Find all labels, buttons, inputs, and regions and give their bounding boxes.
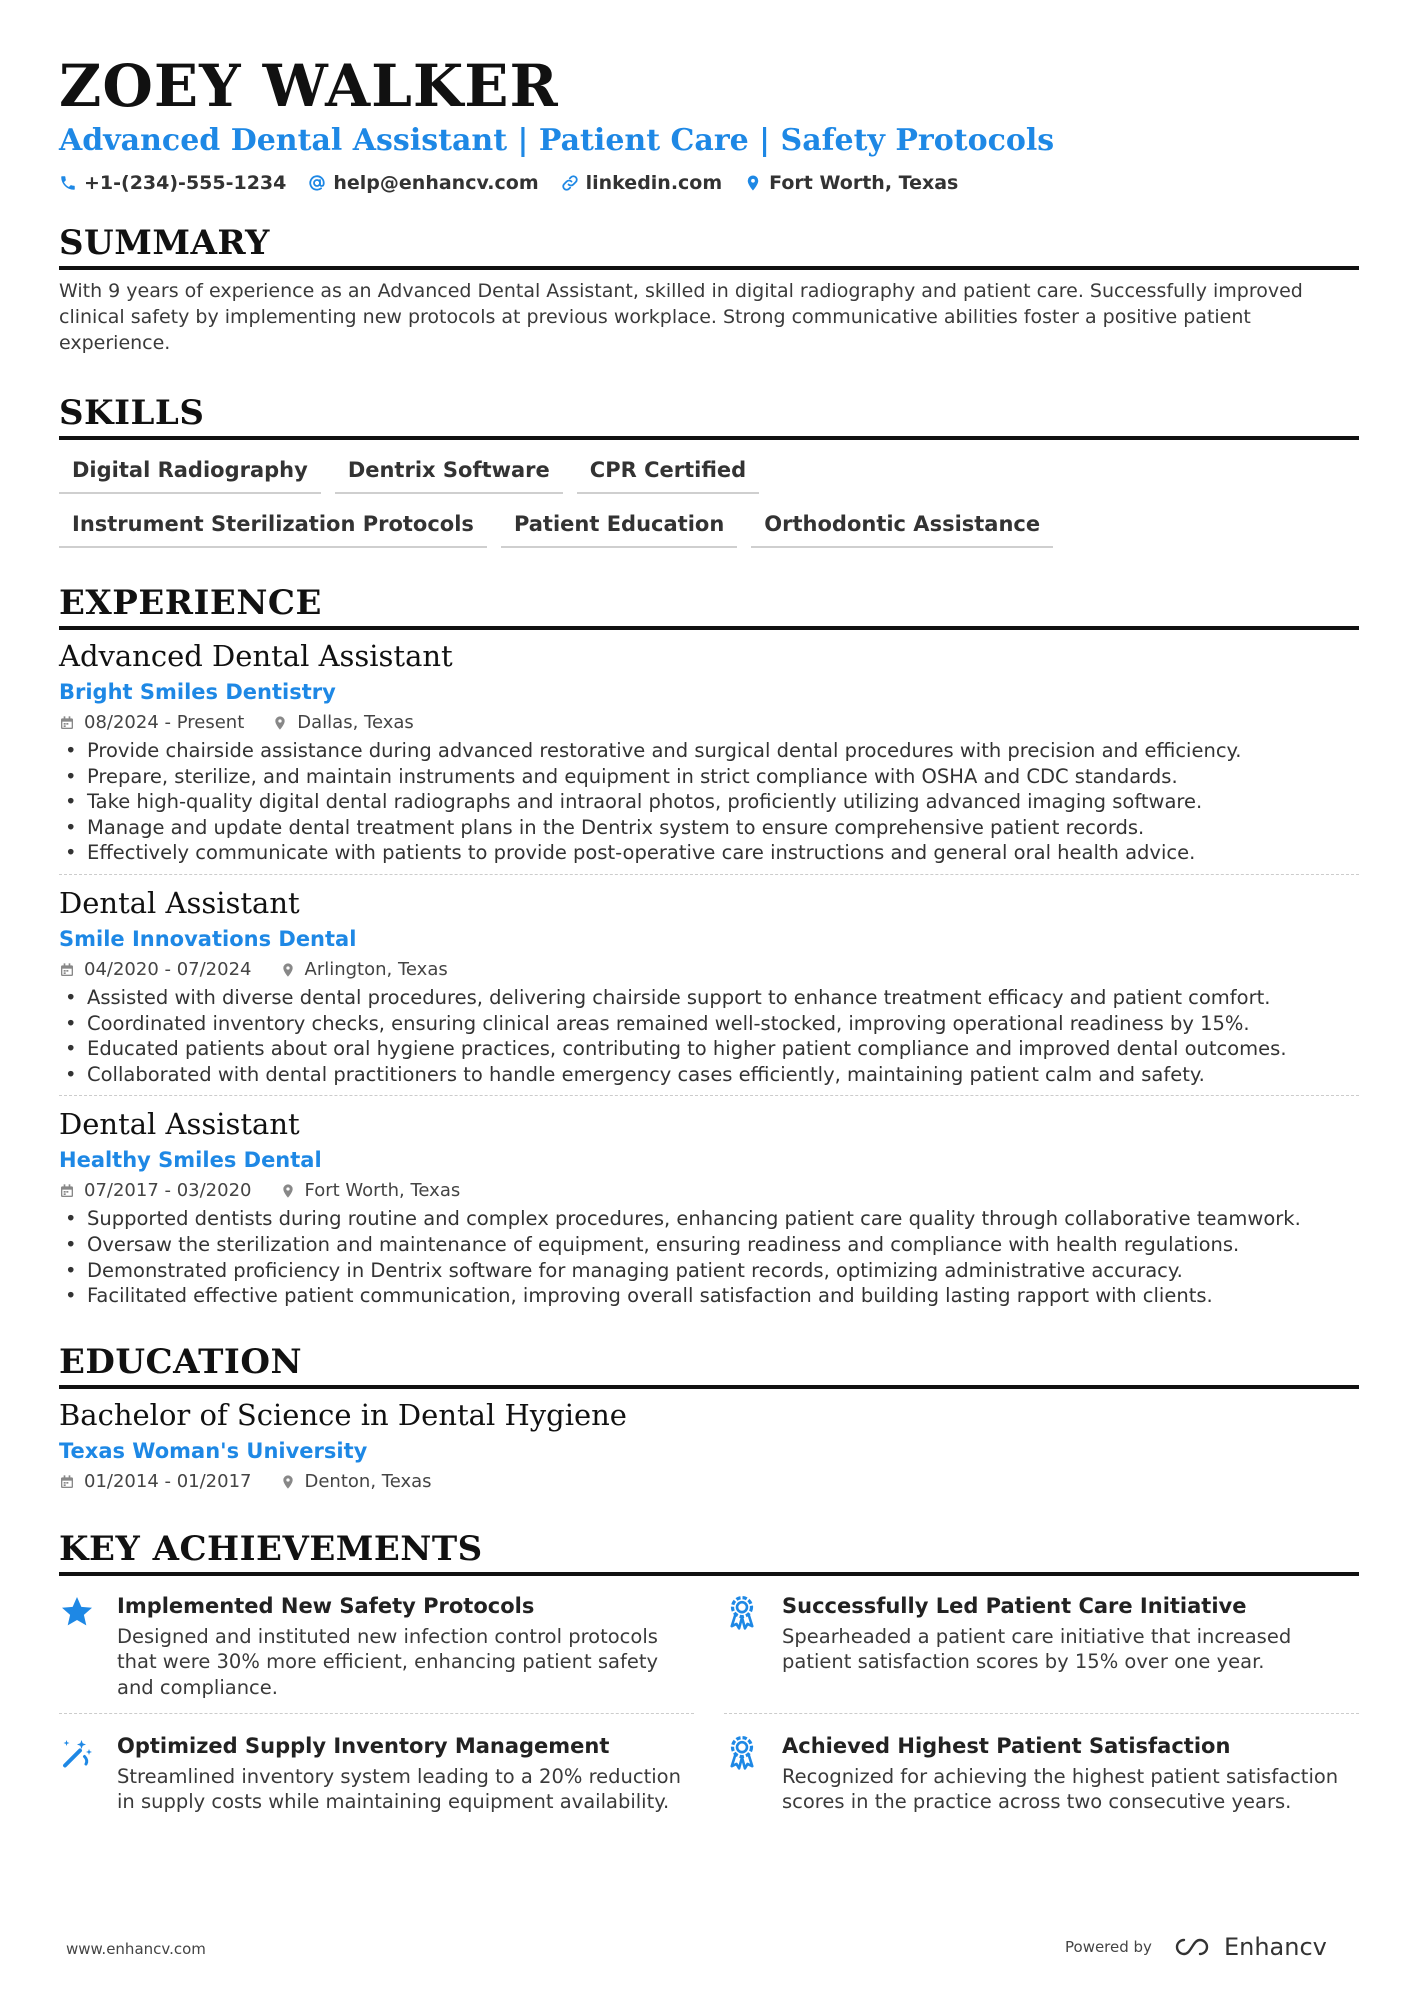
contact-phone-text: +1-(234)-555-1234: [84, 172, 287, 194]
job-meta: [59, 958, 1359, 982]
job-dates-text: 08/2024 - Present: [84, 712, 245, 733]
job-role: Dental Assistant: [59, 1107, 300, 1142]
experience-section: [59, 582, 1359, 1317]
contact-linkedin-text: linkedin.com: [585, 172, 723, 194]
job-location-text: Fort Worth, Texas: [304, 1180, 461, 1202]
job-entry: [59, 885, 1359, 1096]
powered-by-label: Powered by: [1065, 1938, 1152, 1956]
bullet-item: • Provide chairside assistance during advanced restorative and surgical dental procedures with precision and efficiency.: [59, 738, 1359, 764]
skill-tag: Instrument Sterilization Protocols: [59, 508, 487, 548]
candidate-name: ZOEY WALKER: [59, 52, 559, 120]
job-location: [280, 1179, 461, 1203]
education-degree: Bachelor of Science in Dental Hygiene: [59, 1397, 627, 1432]
contact-email[interactable]: [308, 172, 538, 194]
location-pin-icon: [744, 174, 762, 192]
bullet-item: • Facilitated effective patient communication, improving overall satisfaction and building lasting rapport with clients.: [59, 1283, 1359, 1309]
job-location: [280, 958, 448, 982]
job-dates: [59, 1179, 252, 1203]
job-company[interactable]: Bright Smiles Dentistry: [59, 680, 336, 704]
headline: Advanced Dental Assistant | Patient Care | Safety Protocols: [59, 123, 1055, 158]
achievements-section: [59, 1528, 1359, 1827]
calendar-icon: [59, 962, 75, 978]
calendar-icon: [59, 1474, 75, 1490]
skill-tag: CPR Certified: [577, 454, 759, 494]
job-bullets: [59, 738, 1359, 866]
bullet-item: • Assisted with diverse dental procedures, delivering chairside support to enhance treatment efficacy and patient comfort.: [59, 985, 1359, 1011]
achievement-item: [724, 1726, 1359, 1827]
job-entry: [59, 1106, 1359, 1316]
achievement-title: Implemented New Safety Protocols: [117, 1593, 535, 1618]
job-dates-text: 07/2017 - 03/2020: [84, 1180, 252, 1202]
bullet-item: • Oversaw the sterilization and maintenance of equipment, ensuring readiness and compliance with health regulations.: [59, 1232, 1359, 1258]
magic-wand-icon: [59, 1734, 95, 1770]
achievement-item: [59, 1726, 694, 1827]
bullet-item: • Collaborated with dental practitioners to handle emergency cases efficiently, maintaining patient calm and safety.: [59, 1062, 1359, 1088]
experience-title: EXPERIENCE: [59, 582, 1359, 630]
skills-list: [59, 454, 1159, 548]
calendar-icon: [59, 715, 75, 731]
job-role: Dental Assistant: [59, 885, 300, 920]
achievements-title: KEY ACHIEVEMENTS: [59, 1528, 1359, 1576]
summary-title: SUMMARY: [59, 222, 1359, 270]
job-location-text: Arlington, Texas: [304, 958, 448, 980]
award-ribbon-icon: [724, 1594, 760, 1632]
footer-branding: [1065, 1933, 1327, 1961]
education-dates: [59, 1470, 252, 1494]
bullet-item: • Manage and update dental treatment plans in the Dentrix system to ensure comprehensive patient records.: [59, 815, 1359, 841]
education-title: EDUCATION: [59, 1341, 1359, 1389]
location-pin-icon: [280, 1473, 296, 1491]
bullet-item: • Demonstrated proficiency in Dentrix software for managing patient records, optimizing administrative accuracy.: [59, 1258, 1359, 1284]
contact-phone[interactable]: [59, 172, 286, 194]
job-meta: [59, 711, 1359, 735]
bullet-item: • Effectively communicate with patients to provide post-operative care instructions and general oral health advice.: [59, 840, 1359, 866]
location-pin-icon: [280, 1182, 296, 1200]
skills-title: SKILLS: [59, 392, 1359, 440]
skill-tag: Patient Education: [501, 508, 737, 548]
education-section: [59, 1341, 1359, 1494]
bullet-item: • Coordinated inventory checks, ensuring clinical areas remained well-stocked, improving operational readiness by 15%.: [59, 1011, 1359, 1037]
summary-text: With 9 years of experience as an Advanced Dental Assistant, skilled in digital radiography and patient care. Successfully improved clinical safety by implementing new protocols at previous workplace. Strong communicative abilities foster a positive patient experience.: [59, 280, 1303, 354]
bullet-item: • Supported dentists during routine and complex procedures, enhancing patient care quality through collaborative teamwork.: [59, 1206, 1359, 1232]
link-icon: [561, 174, 579, 192]
job-dates: [59, 958, 252, 982]
job-company[interactable]: Smile Innovations Dental: [59, 926, 357, 951]
achievement-title: Successfully Led Patient Care Initiative: [782, 1593, 1247, 1618]
contact-email-text: help@enhancv.com: [333, 172, 539, 194]
enhancv-logo[interactable]: [1170, 1933, 1327, 1961]
education-location: [280, 1470, 432, 1494]
location-pin-icon: [272, 714, 288, 732]
achievement-desc: Spearheaded a patient care initiative that increased patient satisfaction scores by 15% over one year.: [782, 1624, 1292, 1674]
brand-name: Enhancv: [1223, 1933, 1327, 1961]
location-pin-icon: [280, 961, 296, 979]
education-entry: [59, 1397, 1359, 1494]
job-meta: [59, 1179, 1359, 1203]
job-company[interactable]: Healthy Smiles Dental: [59, 1148, 322, 1173]
calendar-icon: [59, 1183, 75, 1199]
job-location: [272, 711, 414, 735]
bullet-item: • Prepare, sterilize, and maintain instruments and equipment in strict compliance with OSHA and CDC standards.: [59, 764, 1359, 790]
achievement-desc: Streamlined inventory system leading to a 20% reduction in supply costs while maintaining equipment availability.: [117, 1764, 681, 1814]
education-dates-text: 01/2014 - 01/2017: [84, 1470, 252, 1492]
job-entry: [59, 638, 1359, 875]
job-dates: [59, 711, 244, 735]
job-bullets: [59, 985, 1359, 1087]
education-meta: [59, 1470, 1359, 1494]
contact-location: [744, 172, 958, 194]
skill-tag: Dentrix Software: [335, 454, 563, 494]
award-ribbon-icon: [724, 1734, 760, 1772]
enhancv-logo-icon: [1170, 1936, 1214, 1958]
bullet-item: • Educated patients about oral hygiene practices, contributing to higher patient compliance and improved dental outcomes.: [59, 1036, 1359, 1062]
resume-page: [59, 52, 1359, 1827]
contact-location-text: Fort Worth, Texas: [769, 172, 959, 194]
achievement-desc: Recognized for achieving the highest patient satisfaction scores in the practice across two consecutive years.: [782, 1764, 1339, 1814]
contact-linkedin[interactable]: [561, 172, 723, 194]
job-location-text: Dallas, Texas: [297, 712, 414, 733]
skills-section: [59, 392, 1359, 548]
achievement-title: Achieved Highest Patient Satisfaction: [782, 1733, 1231, 1758]
job-bullets: [59, 1206, 1359, 1308]
footer-website[interactable]: www.enhancv.com: [66, 1940, 206, 1958]
star-icon: [59, 1594, 95, 1630]
phone-icon: [59, 174, 77, 192]
achievement-item: [59, 1586, 694, 1714]
summary-section: [59, 222, 1359, 356]
achievement-title: Optimized Supply Inventory Management: [117, 1733, 610, 1758]
education-school[interactable]: Texas Woman's University: [59, 1438, 368, 1463]
achievement-desc: Designed and instituted new infection control protocols that were 30% more efficient, enhancing patient safety and compliance.: [117, 1624, 659, 1699]
skill-tag: Digital Radiography: [59, 454, 321, 494]
at-icon: [308, 174, 326, 192]
skill-tag: Orthodontic Assistance: [751, 508, 1053, 548]
job-dates-text: 04/2020 - 07/2024: [84, 958, 252, 980]
contact-row: [59, 172, 1359, 194]
education-location-text: Denton, Texas: [304, 1470, 432, 1492]
achievement-item: [724, 1586, 1359, 1714]
bullet-item: • Take high-quality digital dental radiographs and intraoral photos, proficiently utilizing advanced imaging software.: [59, 789, 1359, 815]
achievements-grid: [59, 1586, 1359, 1827]
job-role: Advanced Dental Assistant: [59, 639, 453, 673]
